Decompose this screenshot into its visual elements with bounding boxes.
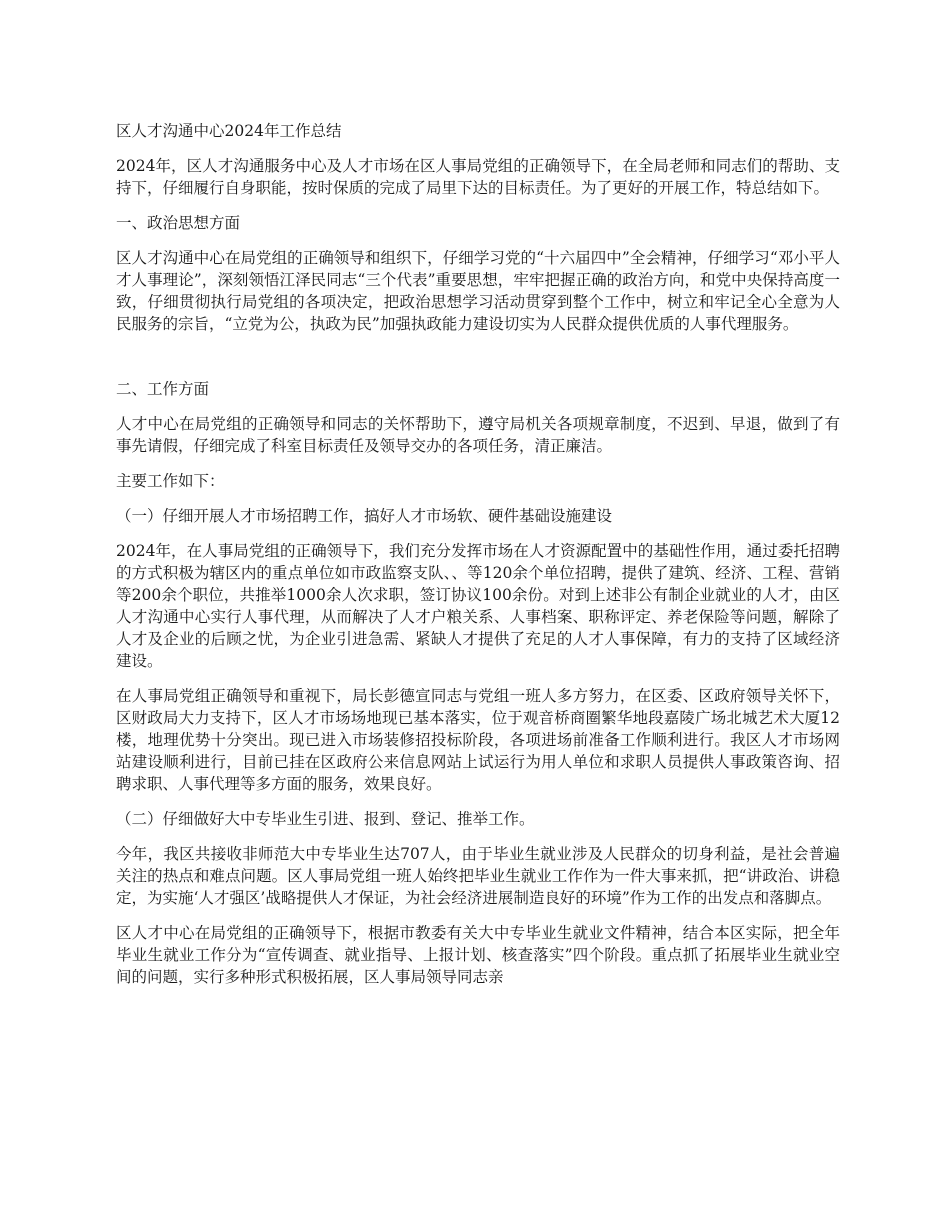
political-paragraph: 区人才沟通中心在局党组的正确领导和组织下，仔细学习党的“十六届四中”全会精神，仔细学习“邓小平人才人事理论”，深刻领悟江泽民同志“三个代表”重要思想，牢牢把握正确的政治方向，和党中央保持高度一致，仔细贯彻执行局党组的各项决定，把政治思想学习活动贯穿到整个工作中，树立和牢记全心全意为人民服务的宗旨，“立党为公，执政为民”加强执政能力建设切实为人民群众提供优质的人事代理服务。	[116, 249, 840, 333]
document-title: 区人才沟通中心2024年工作总结	[116, 122, 342, 140]
subsection-heading-recruitment: （一）仔细开展人才市场招聘工作，搞好人才市场软、硬件基础设施建设	[116, 507, 613, 525]
section-spacer	[116, 348, 840, 378]
subsection-heading-graduates: （二）仔细做好大中专毕业生引进、报到、登记、推举工作。	[116, 810, 535, 828]
main-work-label: 主要工作如下：	[116, 472, 225, 490]
work-paragraph: 人才中心在局党组的正确领导和同志的关怀帮助下，遵守局机关各项规章制度，不迟到、早退，做到了有事先请假，仔细完成了科室目标责任及领导交办的各项任务，清正廉洁。	[116, 415, 840, 455]
recruitment-paragraph-2: 在人事局党组正确领导和重视下，局长彭德宣同志与党组一班人多方努力，在区委、区政府领导关怀下，区财政局大力支持下，区人才市场场地现已基本落实，位于观音桥商圈繁华地段嘉陵广场北城艺术大厦12楼，地理优势十分突出。现已进入市场装修招投标阶段，各项进场前准备工作顺利进行。我区人才市场网站建设顺利进行，目前已挂在区政府公来信息网站上试运行为用人单位和求职人员提供人事政策咨询、招聘求职、人事代理等多方面的服务，效果良好。	[116, 687, 840, 793]
graduates-paragraph-1: 今年，我区共接收非师范大中专毕业生达707人，由于毕业生就业涉及人民群众的切身利益，是社会普遍关注的热点和难点问题。区人事局党组一班人始终把毕业生就业工作作为一件大事来抓，把“讲政治、讲稳定，为实施‘人才强区’战略提供人才保证，为社会经济进展制造良好的环境”作为工作的出发点和落脚点。	[116, 845, 840, 907]
section-heading-work: 二、工作方面	[116, 380, 210, 398]
recruitment-paragraph-1: 2024年，在人事局党组的正确领导下，我们充分发挥市场在人才资源配置中的基础性作用，通过委托招聘的方式积极为辖区内的重点单位如市政监察支队、、等120余个单位招聘，提供了建筑、经济、工程、营销等200余个职位，共推举1000余人次求职，签订协议100余份。对到上述非公有制企业就业的人才，由区人才沟通中心实行人事代理，从而解决了人才户粮关系、人事档案、职称评定、养老保险等问题，解除了人才及企业的后顾之忧，为企业引进急需、紧缺人才提供了充足的人才人事保障，有力的支持了区域经济建设。	[116, 542, 840, 670]
graduates-paragraph-2: 区人才中心在局党组的正确领导下，根据市教委有关大中专毕业生就业文件精神，结合本区实际，把全年毕业生就业工作分为“宣传调查、就业指导、上报计划、核查落实”四个阶段。重点抓了拓展毕业生就业空间的问题，实行多种形式积极拓展，区人事局领导同志亲	[116, 924, 840, 986]
section-heading-political: 一、政治思想方面	[116, 214, 241, 232]
document-body	[116, 120, 840, 1001]
intro-paragraph: 2024年，区人才沟通服务中心及人才市场在区人事局党组的正确领导下，在全局老师和同志们的帮助、支持下，仔细履行自身职能，按时保质的完成了局里下达的目标责任。为了更好的开展工作，特总结如下。	[116, 157, 840, 197]
